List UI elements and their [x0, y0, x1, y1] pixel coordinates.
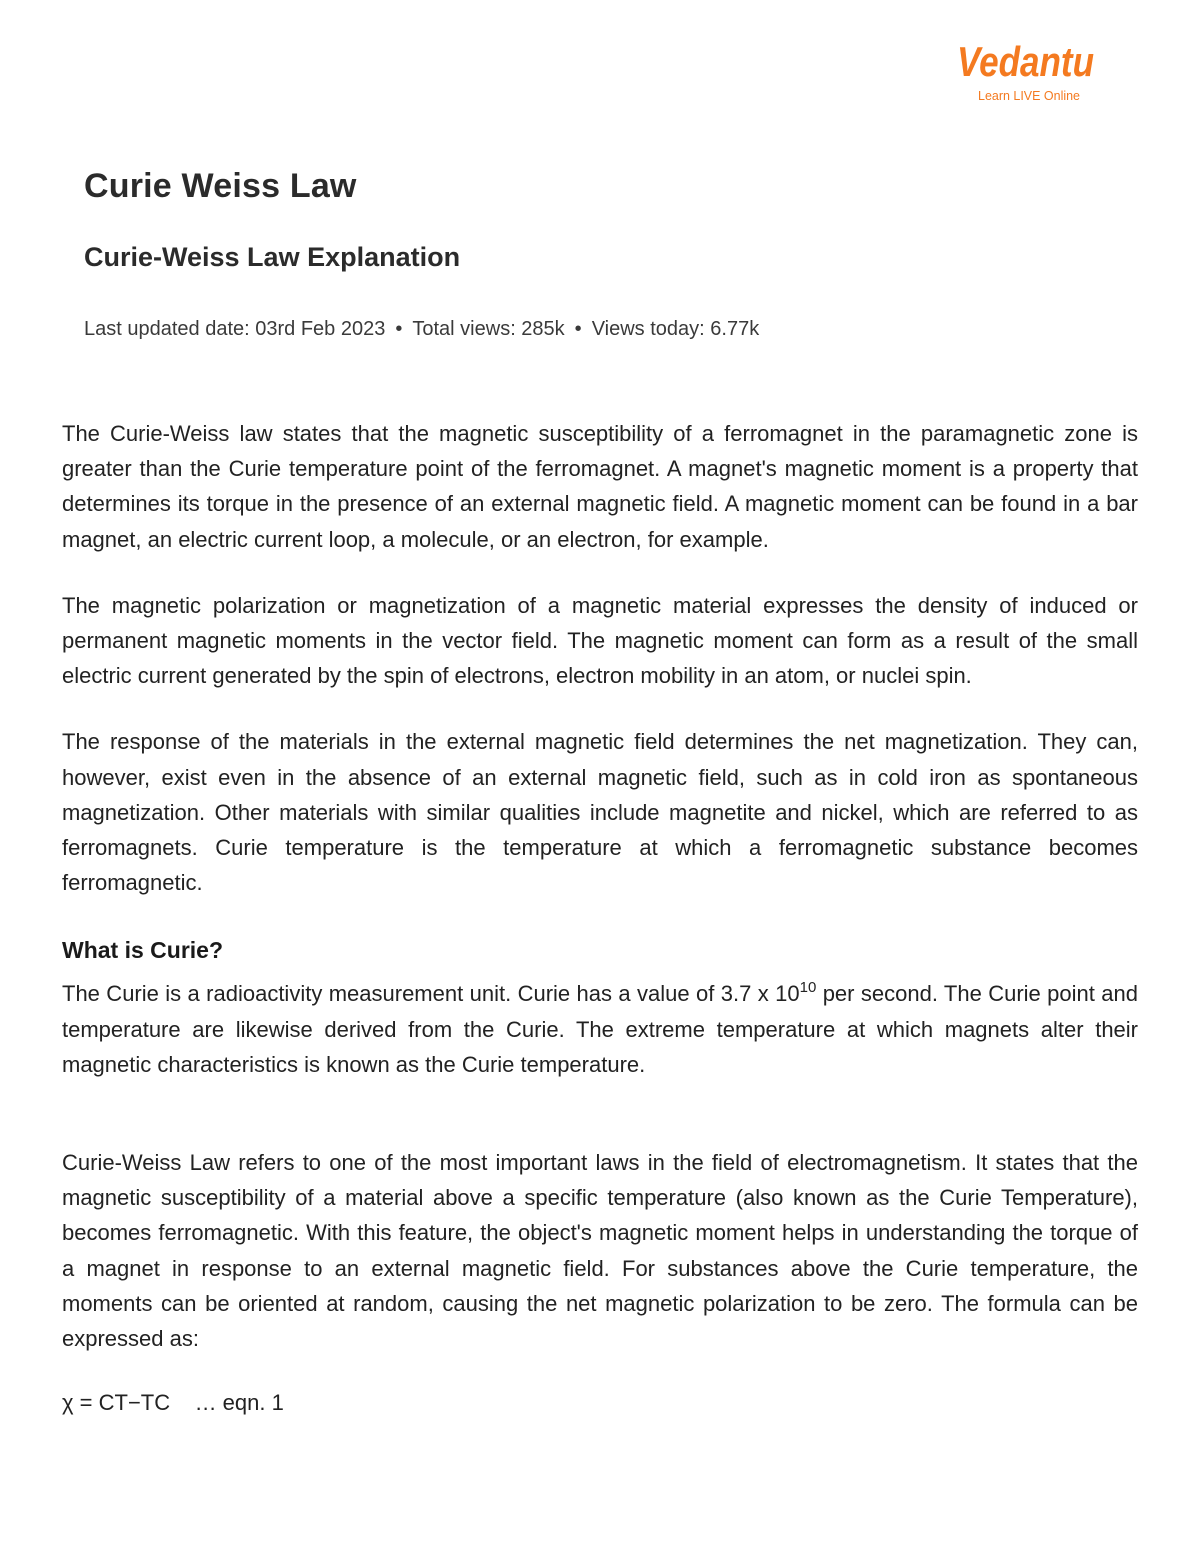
vedantu-logo-graphic — [955, 28, 1100, 108]
logo-tagline: Learn LIVE Online — [978, 88, 1080, 103]
meta-separator: • — [395, 318, 403, 340]
article-paragraph — [62, 976, 1138, 1082]
vedantu-logo — [955, 28, 1100, 108]
page-title: Curie Weiss Law — [84, 167, 357, 205]
article-paragraph: The magnetic polarization or magnetization of a magnetic material expresses the density of induced or permanent magnetic moments in the vector field. The magnetic moment can form as a result of the small electric current generated by the spin of electrons, electron mobility in an atom, or nuclei spin. — [62, 592, 1138, 689]
article-paragraph: The Curie-Weiss law states that the magnetic susceptibility of a ferromagnet in the paramagnetic zone is greater than the Curie temperature point of the ferromagnet. A magnet's magnetic moment is a property that determines its torque in the presence of an external magnetic field. A magnetic moment can be found in a bar magnet, an electric current loop, a molecule, or an electron, for example. — [62, 421, 1138, 552]
logo-wordmark: Vedantu — [957, 38, 1094, 85]
meta-separator: • — [574, 318, 582, 340]
paragraph-text: per second. The Curie point and temperature are likewise derived from the Curie. The extreme temperature at which magnets alter their magnetic characteristics is known as the Curie temperature. — [62, 981, 1138, 1077]
article-meta — [84, 318, 759, 341]
article-paragraph: The response of the materials in the external magnetic field determines the net magnetization. They can, however, exist even in the absence of an external magnetic field, such as in cold iron as spontaneous magnetization. Other materials with similar qualities include magnetite and nickel, which are referred to as ferromagnets. Curie temperature is the temperature at which a ferromagnetic substance becomes ferromagnetic. — [62, 729, 1138, 896]
last-updated-date: Last updated date: 03rd Feb 2023 — [84, 318, 386, 340]
exponent: 10 — [799, 979, 817, 997]
section-heading-what-is-curie: What is Curie? — [62, 937, 224, 964]
page-subtitle: Curie-Weiss Law Explanation — [84, 242, 461, 272]
curie-weiss-formula: χ = CT−TC … eqn. 1 — [62, 1390, 284, 1416]
paragraph-text: The Curie is a radioactivity measurement unit. Curie has a value of 3.7 x 10 — [62, 981, 800, 1007]
views-today: Views today: 6.77k — [591, 318, 760, 340]
article-body — [62, 416, 1138, 1420]
article-paragraph: Curie-Weiss Law refers to one of the most important laws in the field of electromagnetism. It states that the magnetic susceptibility of a material above a specific temperature (also known as the Curie Temperature), becomes ferromagnetic. With this feature, the object's magnetic moment helps in understanding the torque of a magnet in response to an external magnetic field. For substances above the Curie temperature, the moments can be oriented at random, causing the net magnetic polarization to be zero. The formula can be expressed as: — [62, 1150, 1138, 1352]
total-views: Total views: 285k — [412, 318, 565, 340]
